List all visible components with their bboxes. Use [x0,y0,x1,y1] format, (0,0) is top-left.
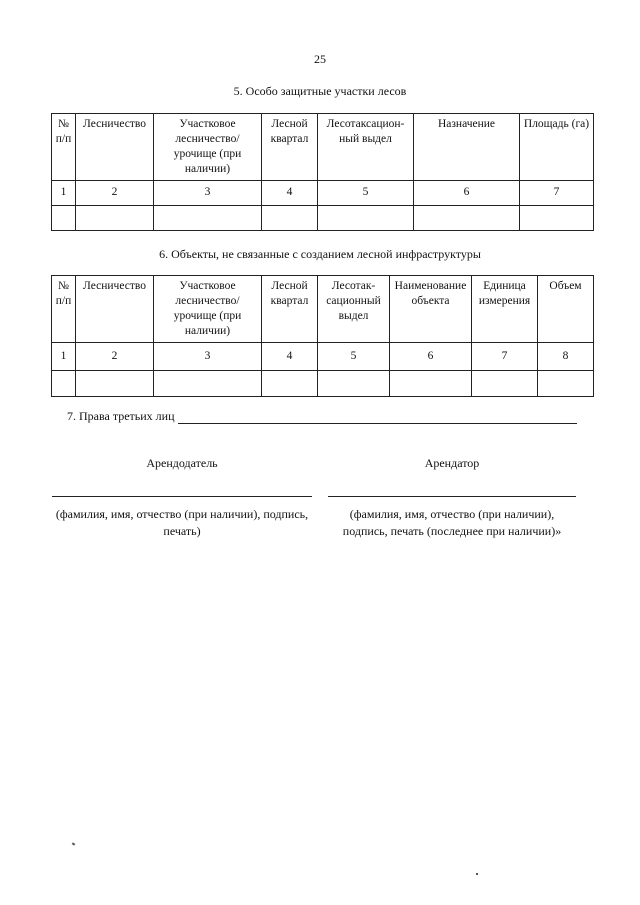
column-number: 3 [154,180,262,205]
lessor-signature-line [52,496,312,497]
lessee-role: Арендатор [424,456,480,470]
column-number: 7 [520,180,594,205]
page-number: 25 [314,52,326,66]
header-cell: Лесничество [76,114,154,181]
column-number: 8 [538,342,594,370]
column-number: 4 [262,342,318,370]
section-5-title: 5. Особо защитные участки лесов [233,84,407,98]
header-cell: Наименование объекта [390,276,472,343]
header-cell: Назначение [414,114,520,181]
header-cell: Лесотак- сационный выдел [318,276,390,343]
column-number: 5 [318,342,390,370]
lessor-signature-block [52,456,312,540]
empty-data-row [52,370,594,396]
header-cell: Лесотаксацион- ный выдел [318,114,414,181]
header-cell: Участковое лесничество/ урочище (при наличии) [154,114,262,181]
empty-data-row [52,205,594,230]
lessor-signature-caption: (фамилия, имя, отчество (при наличии), подпись, печать) [55,507,309,538]
lessee-signature-caption: (фамилия, имя, отчество (при наличии), подпись, печать (последнее при наличии)» [342,507,562,538]
column-number: 7 [472,342,538,370]
empty-cell [52,370,76,396]
header-cell: № п/п [52,114,76,181]
empty-cell [262,205,318,230]
table-header-row [52,114,594,181]
column-number-row [52,180,594,205]
lessor-role: Арендодатель [146,456,218,470]
column-number: 3 [154,342,262,370]
header-cell: Объем [538,276,594,343]
third-party-rights [67,409,577,427]
column-number: 6 [390,342,472,370]
non-infrastructure-objects-table [51,275,594,397]
header-cell: № п/п [52,276,76,343]
third-party-rights-label: 7. Права третьих лиц [67,409,175,423]
scan-speck [476,873,478,875]
empty-cell [76,205,154,230]
section-6-title: 6. Объекты, не связанные с созданием лесной инфраструктуры [159,247,481,261]
empty-cell [262,370,318,396]
empty-cell [414,205,520,230]
empty-cell [52,205,76,230]
empty-cell [318,205,414,230]
header-cell: Лесной квартал [262,114,318,181]
column-number: 2 [76,342,154,370]
third-party-rights-blank-line [178,423,577,424]
scan-speck [72,842,76,845]
lessee-signature-block [328,456,576,540]
column-number: 5 [318,180,414,205]
column-number-row [52,342,594,370]
empty-cell [154,370,262,396]
empty-cell [318,370,390,396]
header-cell: Единица измерения [472,276,538,343]
empty-cell [538,370,594,396]
header-cell: Участковое лесничество/ урочище (при наличии) [154,276,262,343]
empty-cell [472,370,538,396]
column-number: 1 [52,180,76,205]
empty-cell [390,370,472,396]
table-header-row [52,276,594,343]
protective-areas-table [51,113,594,231]
empty-cell [154,205,262,230]
column-number: 6 [414,180,520,205]
lessee-signature-line [328,496,576,497]
header-cell: Лесной квартал [262,276,318,343]
header-cell: Площадь (га) [520,114,594,181]
empty-cell [76,370,154,396]
column-number: 4 [262,180,318,205]
column-number: 1 [52,342,76,370]
header-cell: Лесничество [76,276,154,343]
empty-cell [520,205,594,230]
column-number: 2 [76,180,154,205]
